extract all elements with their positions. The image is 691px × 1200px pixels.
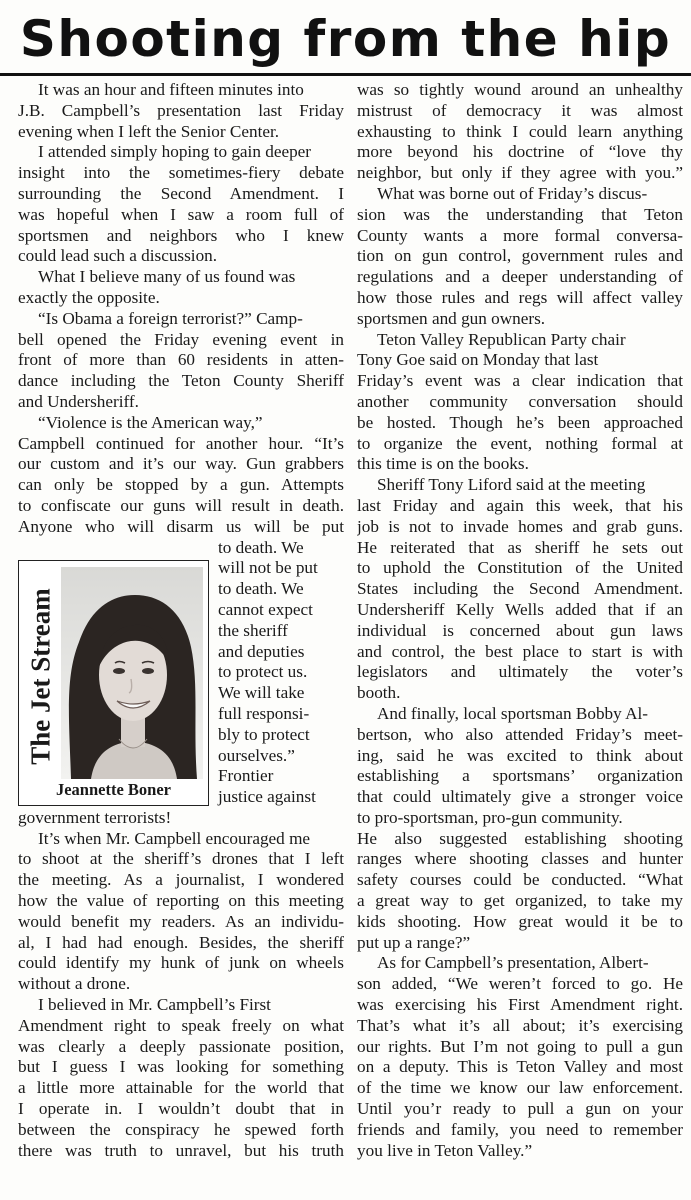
text-line: our custom and it’s our way. Gun grabbers: [18, 454, 344, 474]
text-line: neighbor, but only if they agree with you.”: [357, 163, 683, 183]
text-line: full responsi-: [218, 703, 310, 723]
text-line: last Friday and again this week, that his: [357, 495, 683, 515]
text-line: to uphold the Constitution of the United: [357, 558, 683, 578]
text-line: exactly the opposite.: [18, 287, 160, 307]
text-line: ranges where shooting classes and hunter: [357, 849, 683, 869]
text-line: As for Campbell’s presentation, Albert-: [377, 953, 649, 973]
text-line: I operate in. I wouldn’t doubt that in: [18, 1099, 344, 1119]
text-line: a little more attainable for the world that: [18, 1078, 344, 1098]
text-line: J.B. Campbell’s presentation last Friday: [18, 100, 344, 120]
text-line: kids shooting. How great would it be to: [357, 911, 683, 931]
headline-rule: [0, 73, 691, 76]
text-line: exhausting to think I could learn anything: [357, 121, 683, 141]
text-line: insight into the sometimes-fiery debate: [18, 163, 344, 183]
text-line: booth.: [357, 683, 401, 703]
text-line: friends and family, you need to remember: [357, 1119, 683, 1139]
text-line: Frontier: [218, 766, 274, 786]
text-line: of the time we know our law enforcement.: [357, 1078, 683, 1098]
text-line: and control, the best place to start is with: [357, 641, 683, 661]
text-line: It’s when Mr. Campbell encouraged me: [38, 828, 311, 848]
text-line: “Is Obama a foreign terrorist?” Camp-: [38, 308, 303, 328]
text-line: to protect us.: [218, 662, 308, 682]
text-line: Sheriff Tony Liford said at the meeting: [377, 475, 646, 495]
text-line: We will take: [218, 683, 305, 703]
text-line: but I guess I was looking for something: [18, 1057, 344, 1077]
text-line: County wants a more formal conversa-: [357, 225, 683, 245]
text-line: there was truth to unravel, but his truth: [18, 1140, 344, 1160]
text-line: surrounding the Second Amendment. I: [18, 183, 344, 203]
text-line: to death. We: [218, 537, 304, 557]
text-line: Teton Valley Republican Party chair: [377, 329, 626, 349]
text-line: this time is on the books.: [357, 454, 529, 474]
text-line: on a deputy. This is Teton Valley and most: [357, 1057, 683, 1077]
text-line: bly to protect: [218, 724, 310, 744]
author-name: Jeannette Boner: [55, 780, 172, 799]
text-line: be hosted. Though he’s been approached: [357, 412, 683, 432]
text-line: can only be stopped by a gun. Attempts: [18, 475, 344, 495]
text-line: justice against: [218, 787, 316, 807]
text-line: individual is concerned about gun laws: [357, 620, 683, 640]
text-line: “Violence is the American way,”: [38, 412, 263, 432]
text-line: was exercising his First Amendment right.: [357, 995, 683, 1015]
column-title-vertical: [24, 569, 58, 784]
text-line: could identify my hunk of junk on wheels: [18, 953, 344, 973]
text-line: a great way to get organized, to take my: [357, 891, 683, 911]
text-line: dance including the Teton County Sheriff: [18, 371, 344, 391]
article-column-right: [357, 80, 683, 1161]
text-line: more beyond his doctrine of “love thy: [357, 142, 683, 162]
text-line: government terrorists!: [18, 807, 172, 827]
text-line: legislators and ultimately the voter’s: [357, 662, 683, 682]
text-line: mistrust of democracy it was almost: [357, 100, 683, 120]
text-line: establishing a sportsmans’ organization: [357, 766, 683, 786]
text-line: That’s what it’s all about; it’s exercising: [357, 1015, 683, 1035]
text-line: son added, “We weren’t forced to go. He: [357, 974, 683, 994]
text-line: Undersheriff Kelly Wells added that if an: [357, 599, 683, 619]
text-line: tion on gun control, government rules and: [357, 246, 683, 266]
text-line: to shoot at the sheriff’s drones that I left: [18, 849, 344, 869]
text-line: to death. We: [218, 579, 304, 599]
text-line: could lead such a discussion.: [18, 246, 218, 266]
text-line: Friday’s event was a clear indication that: [357, 371, 683, 391]
text-line: how the value of reporting on this meeting: [18, 891, 344, 911]
text-line: was hopeful when I saw a room full of: [18, 204, 344, 224]
headline: Shooting from the hip: [19, 10, 672, 68]
text-line: Anyone who will disarm us will be put: [18, 516, 344, 536]
columnist-box: [18, 560, 209, 806]
text-line: sportsmen and gun owners.: [357, 308, 546, 328]
text-line: front of more than 60 residents in atten-: [18, 350, 344, 370]
text-line: Amendment right to speak freely on what: [18, 1015, 344, 1035]
text-line: sion was the understanding that Teton: [357, 204, 683, 224]
text-line: the sheriff: [218, 620, 288, 640]
text-line: our rights. But I’m not going to pull a gun: [357, 1036, 683, 1056]
text-line: I attended simply hoping to gain deeper: [38, 142, 312, 162]
text-line: ourselves.”: [218, 745, 295, 765]
text-line: you live in Teton Valley.”: [357, 1140, 533, 1160]
text-line: without a drone.: [18, 974, 131, 994]
author-portrait-image: [61, 567, 203, 779]
text-line: States including the Second Amendment.: [357, 579, 683, 599]
column-title: The Jet Stream: [25, 588, 56, 765]
text-line: and deputies: [218, 641, 305, 661]
text-line: was clearly a deeply passionate position,: [18, 1036, 344, 1056]
text-line: bertson, who also attended Friday’s meet-: [357, 724, 683, 744]
text-line: Until you’r ready to pull a gun on your: [357, 1099, 683, 1119]
text-line: put up a range?”: [357, 932, 471, 952]
text-line: Campbell continued for another hour. “It’s: [18, 433, 344, 453]
text-line: another community conversation should: [357, 391, 683, 411]
text-line: and Undersheriff.: [18, 391, 139, 411]
text-line: will not be put: [218, 558, 318, 578]
text-line: job is not to invade homes and grab guns.: [357, 516, 683, 536]
text-line: to confiscate our guns will result in death.: [18, 495, 344, 515]
text-line: sportsmen and neighbors who I knew: [18, 225, 344, 245]
text-line: ing, said he was excited to think about: [357, 745, 683, 765]
text-line: What was borne out of Friday’s discus-: [377, 183, 648, 203]
text-line: Tony Goe said on Monday that last: [357, 350, 599, 370]
text-line: that could ultimately give a stronger voice: [357, 787, 683, 807]
text-line: to organize the event, nothing formal at: [357, 433, 683, 453]
text-line: bell opened the Friday evening event in: [18, 329, 344, 349]
text-line: He reiterated that as sheriff he sets out: [357, 537, 683, 557]
text-line: It was an hour and fifteen minutes into: [38, 80, 304, 99]
text-line: evening when I left the Senior Center.: [18, 121, 280, 141]
text-line: regulations and a deeper understanding of: [357, 267, 683, 287]
text-line: cannot expect: [218, 599, 313, 619]
text-line: I believed in Mr. Campbell’s First: [38, 995, 271, 1015]
text-line: What I believe many of us found was: [38, 267, 296, 287]
text-line: He also suggested establishing shooting: [357, 828, 683, 848]
text-line: to pro-sportsman, pro-gun community.: [357, 807, 623, 827]
text-line: would benefit my readers. As an individu-: [18, 911, 344, 931]
text-line: between the conspiracy he spewed forth: [18, 1119, 344, 1139]
text-line: was so tightly wound around an unhealthy: [357, 80, 683, 99]
text-line: safety courses could be conducted. “What: [357, 870, 683, 890]
author-photo: [61, 567, 203, 779]
text-line: And finally, local sportsman Bobby Al-: [377, 703, 648, 723]
text-line: al, I had had enough. Besides, the sheriff: [18, 932, 344, 952]
text-line: how those rules and regs will affect valley: [357, 287, 683, 307]
text-line: the meeting. As a journalist, I wondered: [18, 870, 344, 890]
